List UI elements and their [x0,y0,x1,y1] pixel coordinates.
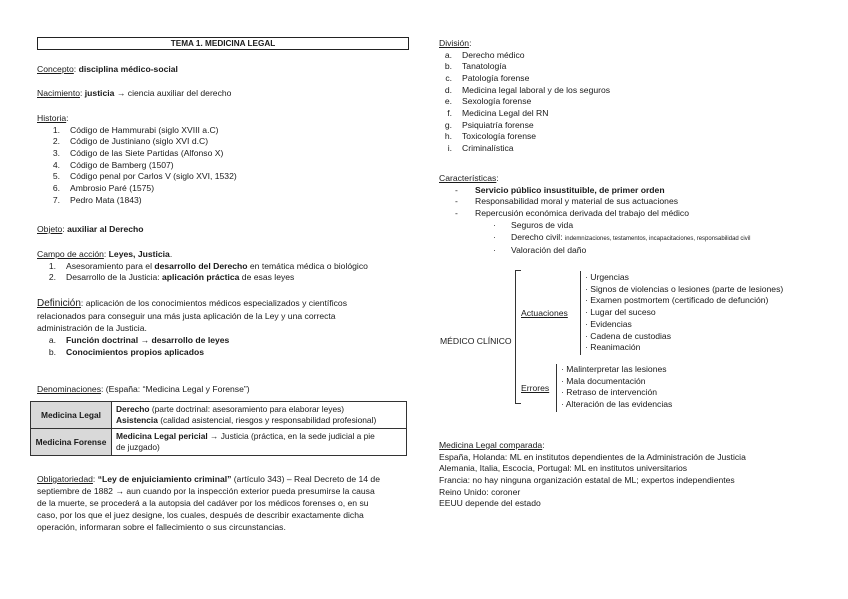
denominaciones-table [30,401,407,456]
table-row [31,402,407,429]
list-item: · Reanimación [585,342,641,353]
definicion-line: relacionados para conseguir una más justa aplicación de la Ley y una correcta [37,311,336,321]
division-list [434,50,610,155]
campo-line: Campo de acción: Leyes, Justicia. [37,249,173,259]
actuaciones-brace [580,271,581,355]
list-item: f. Medicina Legal del RN [447,108,549,119]
list-item: 2. Desarrollo de la Justicia: aplicación práctica de esas leyes [48,272,295,283]
list-item: 1. Código de Hammurabi (siglo XVIII a.C) [52,124,219,135]
list-item: · Seguros de vida [493,220,574,230]
caracteristicas-heading: Características: [439,173,499,183]
definicion-list [38,335,229,358]
list-item: h. Toxicología forense [444,131,537,142]
list-item: e. Sexología forense [444,96,532,107]
comparada-line: Alemania, Italia, Escocia, Portugal: ML en institutos universitarios [439,463,688,474]
historia-label: Historia [37,113,67,123]
list-item: · Mala documentación [561,375,646,386]
list-item: - Responsabilidad moral y material de sus actuaciones [455,196,679,207]
nacimiento-label: Nacimiento [37,88,80,98]
main-brace [515,270,516,404]
list-item: c. Patología forense [445,72,530,83]
list-item: · Examen postmortem (certificado de defunción) [585,295,769,306]
list-item: i. Criminalística [447,143,514,154]
nacimiento-value-rest: → ciencia auxiliar del derecho [114,88,232,98]
division-label: División [439,38,470,48]
comparada-label: Medicina Legal comparada [439,440,543,450]
campo-label: Campo de acción [37,249,104,259]
actuaciones-label: Actuaciones [521,308,568,318]
table-cell: Medicina Legal pericial → Justicia (práctica, en la sede judicial a pie de juzgado) [112,429,407,456]
list-item: · Derecho civil: indemnizaciones, testamentos, incapacitaciones, responsabilidad civil [493,231,751,242]
list-item: · Cadena de custodias [585,330,671,341]
list-item: b. Conocimientos propios aplicados [48,346,204,357]
obligatoriedad-line: caso, por los que el juez designe, los cuales, después de describir exactamente dicha [37,510,364,520]
obligatoriedad-line: de la muerte, se procederá a la autopsia del cadáver por los médicos forenses o, en su [37,498,369,508]
comparada-line: Reino Unido: coroner [439,486,521,497]
list-item: - Repercusión económica derivada del trabajo del médico [455,207,690,218]
list-item: · Malinterpretar las lesiones [561,364,667,374]
concepto-label: Concepto [37,64,74,74]
errores-brace [556,364,557,412]
list-item: g. Psiquiatría forense [444,119,534,130]
caracteristicas-label: Características [439,173,497,183]
obligatoriedad-label: Obligatoriedad [37,474,93,484]
medico-clinico-label: MÉDICO CLÍNICO [440,336,512,346]
list-item: · Signos de violencias o lesiones (parte de lesiones) [585,283,784,294]
errores-label: Errores [521,383,550,393]
list-item: 6. Ambrosio Paré (1575) [52,183,155,194]
denominaciones-note: (España: “Medicina Legal y Forense”) [105,384,250,394]
obligatoriedad-bold: “Ley de enjuiciamiento criminal” [97,474,232,484]
list-item: 1. Asesoramiento para el desarrollo del Derecho en temática médica o biológico [48,260,368,271]
division-heading: División: [439,38,472,48]
list-item: a. Función doctrinal → desarrollo de leyes [48,335,230,345]
comparada-lines [439,452,746,511]
obligatoriedad-line: septiembre de 1882 → aun cuando por la inspección exterior pueda presumirse la causa [37,486,375,496]
historia-list [42,125,237,207]
table-cell: Derecho (parte doctrinal: asesoramiento para elaborar leyes) Asistencia (calidad asistencial, riesgos y responsabilidad profesional) [112,402,407,429]
list-item: b. Tanatología [444,61,507,72]
actuaciones-list [585,272,783,354]
objeto-line: Objeto: auxiliar al Derecho [37,224,144,234]
obligatoriedad-block: Obligatoriedad: “Ley de enjuiciamiento criminal” (artículo 343) – Real Decreto de 14 de septiembre de 1882 → aun cuando por la inspección exterior pueda presumirse la causa de la muerte, se procederá a la autopsia del cadáver por los médicos forenses o, en su caso, por los que el juez designe, los cuales, después de describir exactamente dicha operación, informaran sobre el fallecimiento o sus circunstancias. [37,473,405,533]
definicion-block: Definición: aplicación de los conocimientos médicos especializados y científicos relacionados para conseguir una más justa aplicación de la Ley y una correcta administración de la Justicia. [37,298,347,333]
errores-list [561,364,672,411]
table-head-cell: Medicina Legal [31,402,112,429]
list-item: · Retraso de intervención [561,387,658,398]
historia-heading: Historia: [37,113,69,123]
list-item: 2. Código de Justiniano (siglo XVI d.C) [52,136,209,147]
nacimiento-line: Nacimiento: justicia → ciencia auxiliar del derecho [37,88,232,98]
list-item: · Evidencias [585,318,632,329]
list-item: 3. Código de las Siete Partidas (Alfonso X) [52,147,224,158]
list-item: · Valoración del daño [493,245,587,256]
caracteristicas-sublist [493,220,750,257]
brace-tick [515,403,521,404]
list-item: 4. Código de Bamberg (1507) [52,159,174,170]
page-title: TEMA 1. MEDICINA LEGAL [37,37,409,50]
objeto-value: auxiliar al Derecho [67,224,144,234]
list-item: - Servicio público insustituible, de primer orden [455,184,665,195]
definicion-label: Definición [37,298,81,309]
denominaciones-line: Denominaciones: (España: “Medicina Legal y Forense”) [37,384,250,394]
campo-list [38,261,368,284]
list-item: d. Medicina legal laboral y de los seguros [444,84,611,95]
list-item: · Urgencias [585,272,629,282]
definicion-line: administración de la Justicia. [37,323,147,333]
comparada-heading: Medicina Legal comparada: [439,440,545,450]
brace-tick [515,270,521,271]
comparada-line: Francia: no hay ninguna organización estatal de ML; expertos independientes [439,474,735,485]
denominaciones-label: Denominaciones [37,384,102,394]
concepto-line: Concepto: disciplina médico-social [37,64,178,74]
list-item: · Lugar del suceso [585,307,656,318]
nacimiento-value-bold: justicia [84,88,115,98]
list-item: 5. Código penal por Carlos V (siglo XVI, 1532) [52,171,237,182]
obligatoriedad-line: operación, informaran sobre el fallecimiento o sus circunstancias. [37,522,286,532]
table-head-cell: Medicina Forense [31,429,112,456]
caracteristicas-list [455,185,689,220]
campo-value: Leyes, Justicia [108,249,170,259]
comparada-line: España, Holanda: ML en institutos dependientes de la Administración de Justicia [439,451,746,462]
list-item: · Alteración de las evidencias [561,399,673,410]
concepto-value: disciplina médico-social [78,64,178,74]
comparada-line: EEUU depende del estado [439,498,541,509]
table-row [31,429,407,456]
objeto-label: Objeto [37,224,63,234]
list-item: a. Derecho médico [444,49,525,60]
list-item: 7. Pedro Mata (1843) [52,194,142,205]
